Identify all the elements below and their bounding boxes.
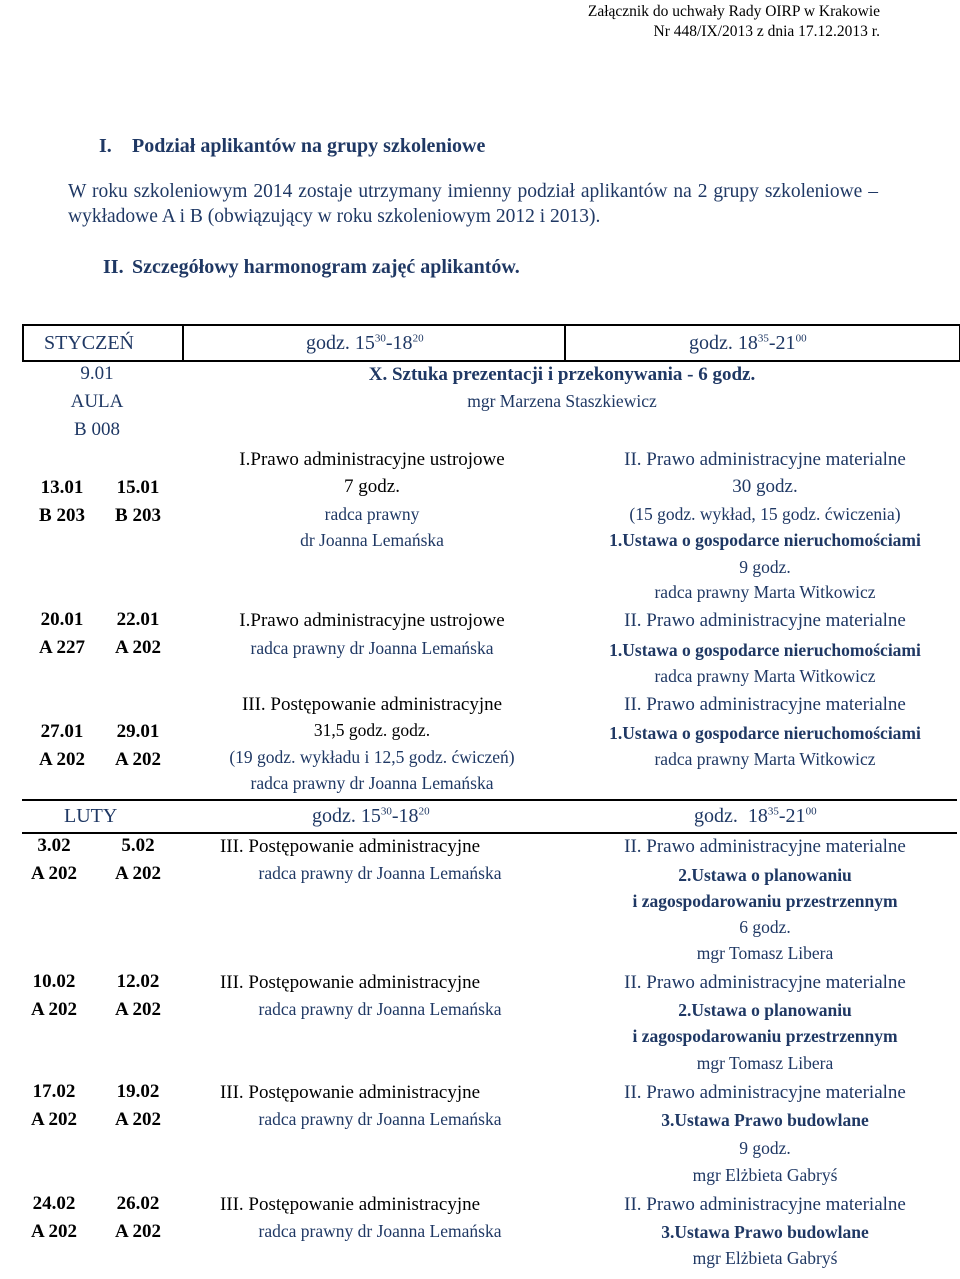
course-hours: 7 godz. — [344, 476, 400, 497]
room: A 202 — [31, 999, 77, 1020]
date: 17.02 — [32, 1081, 76, 1102]
lecturer-name: dr Joanna Lemańska — [300, 530, 444, 550]
section-1-title: Podział aplikantów na grupy szkoleniowe — [132, 135, 486, 157]
course-title: II. Prawo administracyjne materialne — [624, 1194, 906, 1215]
room: A 202 — [31, 863, 77, 884]
course-title: II. Prawo administracyjne materialne — [624, 694, 906, 715]
lecturer-name: radca prawny dr Joanna Lemańska — [258, 1109, 502, 1129]
time-mid: -18 — [391, 805, 419, 827]
time-prefix: godz. 15 — [306, 332, 375, 354]
group-a-cell — [14, 1190, 94, 1246]
room: A 227 — [39, 637, 85, 658]
aula-cell — [22, 360, 172, 444]
luty-header-bar — [22, 799, 957, 834]
lecturer-name: radca prawny Marta Witkowicz — [654, 666, 876, 686]
course-topic: 1.Ustawa o gospodarce nieruchomościami — [609, 530, 921, 550]
group-a-cell — [22, 718, 102, 774]
time-prefix: godz. 15 — [312, 805, 381, 827]
course-hours-detail: (19 godz. wykładu i 12,5 godz. ćwiczeń) — [229, 747, 515, 767]
annex-note — [588, 2, 880, 42]
time-sup: 30 — [374, 332, 386, 345]
lecturer-name: radca prawny Marta Witkowicz — [654, 582, 876, 602]
course-topic: 2.Ustawa o planowaniu — [678, 1000, 852, 1020]
lecturer-name: mgr Elżbieta Gabryś — [692, 1248, 838, 1268]
time-sup: 35 — [767, 805, 779, 818]
course-hours: 31,5 godz. godz. — [313, 720, 431, 740]
course-topic-cont: i zagospodarowaniu przestrzennym — [632, 1026, 898, 1046]
course-hours: 30 godz. — [732, 476, 798, 497]
course-topic: 3.Ustawa Prawo budowlane — [661, 1222, 869, 1242]
section-2-heading — [103, 256, 520, 279]
course-hours-detail: (15 godz. wykład, 15 godz. ćwiczenia) — [629, 504, 901, 524]
annex-line-2: Nr 448/IX/2013 z dnia 17.12.2013 r. — [653, 23, 880, 40]
section-2-number: II. — [103, 256, 124, 278]
group-a-cell — [14, 1078, 94, 1134]
section-1-heading — [99, 135, 485, 158]
date: 15.01 — [116, 477, 160, 498]
lecturer-title: radca prawny — [324, 504, 420, 524]
group-a-cell — [22, 606, 102, 662]
lecturer-name: radca prawny dr Joanna Lemańska — [258, 1221, 502, 1241]
group-b-cell — [98, 474, 178, 530]
lecturer-name: mgr Tomasz Libera — [696, 1053, 834, 1073]
date: 24.02 — [32, 1193, 76, 1214]
month-styczen: STYCZEŃ — [44, 332, 134, 354]
time-slot-2 — [694, 805, 817, 828]
course-title: I.Prawo administracyjne ustrojowe — [239, 610, 505, 631]
date: 9.01 — [80, 363, 114, 384]
date: 3.02 — [37, 835, 71, 856]
date: 13.01 — [40, 477, 84, 498]
lecturer-name: mgr Tomasz Libera — [696, 943, 834, 963]
course-topic: 2.Ustawa o planowaniu — [678, 865, 852, 885]
time-sup: 20 — [412, 332, 424, 345]
room: A 202 — [115, 999, 161, 1020]
date: 26.02 — [116, 1193, 160, 1214]
date: 19.02 — [116, 1081, 160, 1102]
course-topic: 1.Ustawa o gospodarce nieruchomościami — [609, 640, 921, 660]
course-topic-cont: i zagospodarowaniu przestrzennym — [632, 891, 898, 911]
time-slot-1 — [312, 805, 430, 828]
course-title: III. Postępowanie administracyjne — [219, 836, 481, 857]
course-title: III. Postępowanie administracyjne — [219, 1082, 481, 1103]
lecturer-name: radca prawny dr Joanna Lemańska — [258, 999, 502, 1019]
time-sup: 30 — [380, 805, 392, 818]
topic-hours: 9 godz. — [739, 1138, 791, 1158]
course-title: III. Postępowanie administracyjne — [219, 972, 481, 993]
time-slot-1 — [306, 332, 424, 355]
annex-line-1: Załącznik do uchwały Rady OIRP w Krakowie — [587, 3, 880, 20]
styczen-header-bar — [22, 324, 960, 362]
room: A 202 — [115, 749, 161, 770]
room: A 202 — [115, 1109, 161, 1130]
time-sup: 20 — [418, 805, 430, 818]
course-title: II. Prawo administracyjne materialne — [624, 972, 906, 993]
group-b-cell — [98, 718, 178, 774]
aula-lecturer: mgr Marzena Staszkiewicz — [467, 391, 657, 411]
room: A 202 — [31, 1109, 77, 1130]
date: 22.01 — [116, 609, 160, 630]
course-title: III. Postępowanie administracyjne — [219, 1194, 481, 1215]
time-slot-2 — [689, 332, 807, 355]
room: B 203 — [39, 505, 85, 526]
intro-paragraph: W roku szkoleniowym 2014 zostaje utrzymany imienny podział aplikantów na 2 grupy szkoleniowe – wykładowe A i B (obwiązujący w roku szkoleniowym 2012 i 2013). — [68, 181, 878, 227]
divider — [564, 326, 566, 360]
section-2-title: Szczegółowy harmonogram zajęć aplikantów. — [132, 256, 520, 278]
course-topic: 3.Ustawa Prawo budowlane — [661, 1110, 869, 1130]
lecturer-name: radca prawny dr Joanna Lemańska — [250, 638, 494, 658]
time-prefix: godz. 18 — [689, 332, 758, 354]
time-mid: -21 — [768, 332, 796, 354]
section-1-number: I. — [99, 135, 112, 157]
topic-hours: 6 godz. — [739, 917, 791, 937]
room: B 008 — [74, 419, 120, 440]
course-topic: 1.Ustawa o gospodarce nieruchomościami — [609, 723, 921, 743]
course-title: I.Prawo administracyjne ustrojowe — [239, 449, 505, 470]
date: 12.02 — [116, 971, 160, 992]
room: A 202 — [115, 637, 161, 658]
divider — [182, 326, 184, 360]
group-a-cell — [14, 832, 94, 888]
room: A 202 — [115, 863, 161, 884]
group-a-cell — [14, 968, 94, 1024]
course-title: II. Prawo administracyjne materialne — [624, 449, 906, 470]
time-mid: -18 — [385, 332, 413, 354]
date: 10.02 — [32, 971, 76, 992]
course-title: II. Prawo administracyjne materialne — [624, 1082, 906, 1103]
lecturer-name: radca prawny dr Joanna Lemańska — [250, 773, 494, 793]
course-title: II. Prawo administracyjne materialne — [624, 836, 906, 857]
date: 29.01 — [116, 721, 160, 742]
time-sup: 00 — [795, 332, 807, 345]
room: A 202 — [115, 1221, 161, 1242]
room: AULA — [70, 391, 124, 412]
date: 27.01 — [40, 721, 84, 742]
group-b-cell — [98, 606, 178, 662]
time-sup: 35 — [757, 332, 769, 345]
lecturer-name: mgr Elżbieta Gabryś — [692, 1165, 838, 1185]
date: 5.02 — [121, 835, 155, 856]
room: A 202 — [39, 749, 85, 770]
aula-course-title: X. Sztuka prezentacji i przekonywania - 6 godz. — [368, 364, 756, 385]
time-mid: -21 — [778, 805, 806, 827]
time-prefix: godz. 18 — [694, 805, 768, 827]
time-sup: 00 — [805, 805, 817, 818]
month-luty: LUTY — [64, 805, 118, 827]
lecturer-name: radca prawny Marta Witkowicz — [654, 749, 876, 769]
group-a-cell — [22, 474, 102, 530]
room: B 203 — [115, 505, 161, 526]
course-title: II. Prawo administracyjne materialne — [624, 610, 906, 631]
lecturer-name: radca prawny dr Joanna Lemańska — [258, 863, 502, 883]
date: 20.01 — [40, 609, 84, 630]
course-title: III. Postępowanie administracyjne — [241, 694, 503, 715]
room: A 202 — [31, 1221, 77, 1242]
topic-hours: 9 godz. — [739, 557, 791, 577]
